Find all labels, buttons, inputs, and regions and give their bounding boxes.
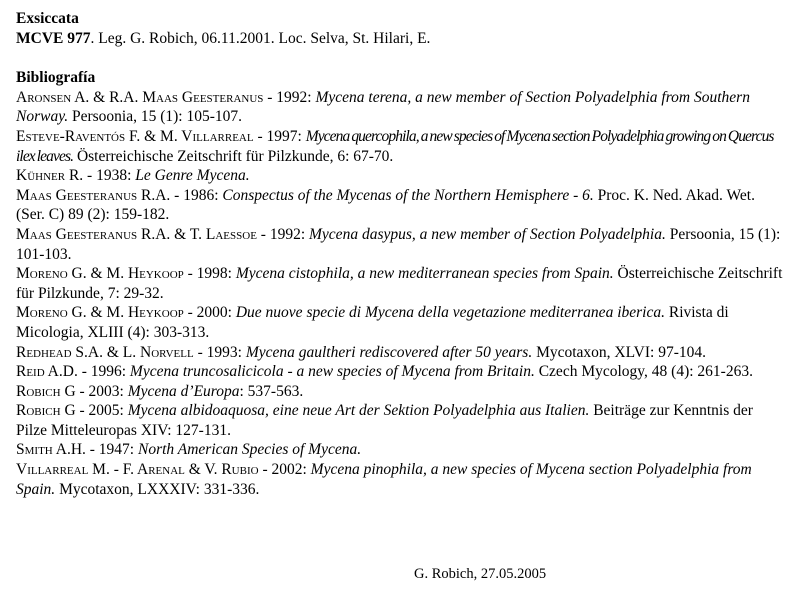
exsiccata-heading: Exsiccata xyxy=(16,10,79,27)
bibliography-entry xyxy=(16,303,786,342)
bibliography-entry xyxy=(16,382,786,402)
entry-source: Rivista di Micologia, XLIII (4): 303-313. xyxy=(16,304,729,341)
entry-authors: Maas Geesteranus R.A. & T. Laessoe xyxy=(16,225,257,243)
entry-title: Mycena pinophila, a new species of Mycena section Polyadelphia from Spain. xyxy=(16,461,752,498)
entry-year: - 1992: xyxy=(256,225,310,243)
bibliography-entry xyxy=(16,186,786,225)
entry-title: North American Species of Mycena. xyxy=(137,441,362,459)
entry-title: Mycena truncosalicicola - a new species of Mycena from Britain. xyxy=(129,363,535,381)
entry-authors: Esteve-Raventós F. & M. Villarreal xyxy=(16,127,254,145)
entry-authors: Maas Geesteranus R.A. xyxy=(16,186,171,204)
entry-authors: Villarreal M. - F. Arenal & V. Rubio xyxy=(16,461,259,479)
bibliography-entry xyxy=(16,460,786,499)
bibliography-entry xyxy=(16,264,786,303)
entry-year: - 1992: xyxy=(263,88,316,106)
entry-year: - 1986: xyxy=(170,186,223,204)
bibliography-list xyxy=(16,88,786,499)
document-body xyxy=(16,9,786,499)
entry-title: Mycena d’Europa xyxy=(127,382,240,400)
entry-year: - 1998: xyxy=(183,265,236,283)
bibliography-heading: Bibliografía xyxy=(16,69,96,87)
entry-authors: Reid A.D. xyxy=(16,363,78,381)
bibliography-entry xyxy=(16,127,786,166)
entry-source: Mycotaxon, XLVI: 97-104. xyxy=(532,343,706,361)
bibliography-entry xyxy=(16,166,786,186)
bibliography-entry xyxy=(16,225,786,264)
entry-year: - 2005: xyxy=(75,402,128,420)
entry-authors: Moreno G. & M. Heykoop xyxy=(16,304,184,322)
entry-source: Proc. K. Ned. Akad. Wet. (Ser. C) 89 (2): 159-182. xyxy=(16,186,755,224)
entry-year: - 2000: xyxy=(183,304,236,322)
entry-title: Due nuove specie di Mycena della vegetazione mediterranea iberica. xyxy=(235,304,665,322)
entry-source: : 537-563. xyxy=(239,382,304,400)
entry-authors: Robich G xyxy=(16,382,76,400)
exsiccata-text: . Leg. G. Robich, 06.11.2001. Loc. Selva, St. Hilari, E. xyxy=(90,29,431,47)
entry-title: Mycena albidoaquosa, eine neue Art der Sektion Polyadelphia aus Italien. xyxy=(127,402,590,420)
bibliography-entry xyxy=(16,440,786,460)
bibliography-entry xyxy=(16,88,786,127)
entry-authors: Smith A.H. xyxy=(16,441,86,459)
entry-title: Mycena terena, a new member of Section Polyadelphia from Southern Norway. xyxy=(16,88,750,126)
entry-title: Mycena dasypus, a new member of Section Polyadelphia. xyxy=(309,225,666,243)
entry-year: - 1993: xyxy=(193,343,246,361)
entry-title: Le Genre Mycena. xyxy=(135,167,250,185)
exsiccata-line xyxy=(16,29,786,49)
entry-authors: Robich G xyxy=(16,402,76,420)
entry-source: Mycotaxon, LXXXIV: 331-336. xyxy=(55,480,260,498)
entry-year: - 1947: xyxy=(85,441,138,459)
section-spacer xyxy=(16,48,786,68)
bibliography-entry xyxy=(16,401,786,440)
entry-title: Conspectus of the Mycenas of the Northern Hemisphere - 6. xyxy=(222,186,594,204)
bibliography-entry xyxy=(16,362,786,382)
entry-source: Österreichische Zeitschrift für Pilzkunde, 6: 67-70. xyxy=(73,147,394,165)
entry-source: Persoonia, 15 (1): 101-103. xyxy=(16,225,781,263)
entry-authors: Kühner R. xyxy=(16,167,84,185)
bibliography-entry xyxy=(16,343,786,363)
entry-year: - 1996: xyxy=(77,363,130,381)
entry-source: Beiträge zur Kenntnis der Pilze Mitteleuropas XIV: 127-131. xyxy=(16,402,753,439)
entry-title: Mycena cistophila, a new mediterranean species from Spain. xyxy=(235,265,614,283)
entry-source: Österreichische Zeitschrift für Pilzkunde, 7: 29-32. xyxy=(16,265,783,302)
entry-authors: Moreno G. & M. Heykoop xyxy=(16,265,184,283)
exsiccata-code: MCVE 977 xyxy=(16,29,91,47)
entry-year: - 2003: xyxy=(75,382,128,400)
signature: G. Robich, 27.05.2005 xyxy=(414,566,547,582)
entry-year: - 1938: xyxy=(83,167,136,185)
entry-source: Czech Mycology, 48 (4): 261-263. xyxy=(534,363,753,381)
entry-source: Persoonia, 15 (1): 105-107. xyxy=(68,108,243,126)
entry-authors: Redhead S.A. & L. Norvell xyxy=(16,343,194,361)
entry-year: - 1997: xyxy=(253,127,306,145)
entry-authors: Aronsen A. & R.A. Maas Geesteranus xyxy=(16,88,264,106)
entry-title: Mycena quercophila, a new species of Mycena section Polyadelphia growing on Quercus ilex leaves. xyxy=(16,127,774,165)
entry-title: Mycena gaultheri rediscovered after 50 years. xyxy=(245,343,533,361)
entry-year: - 2002: xyxy=(258,461,311,479)
